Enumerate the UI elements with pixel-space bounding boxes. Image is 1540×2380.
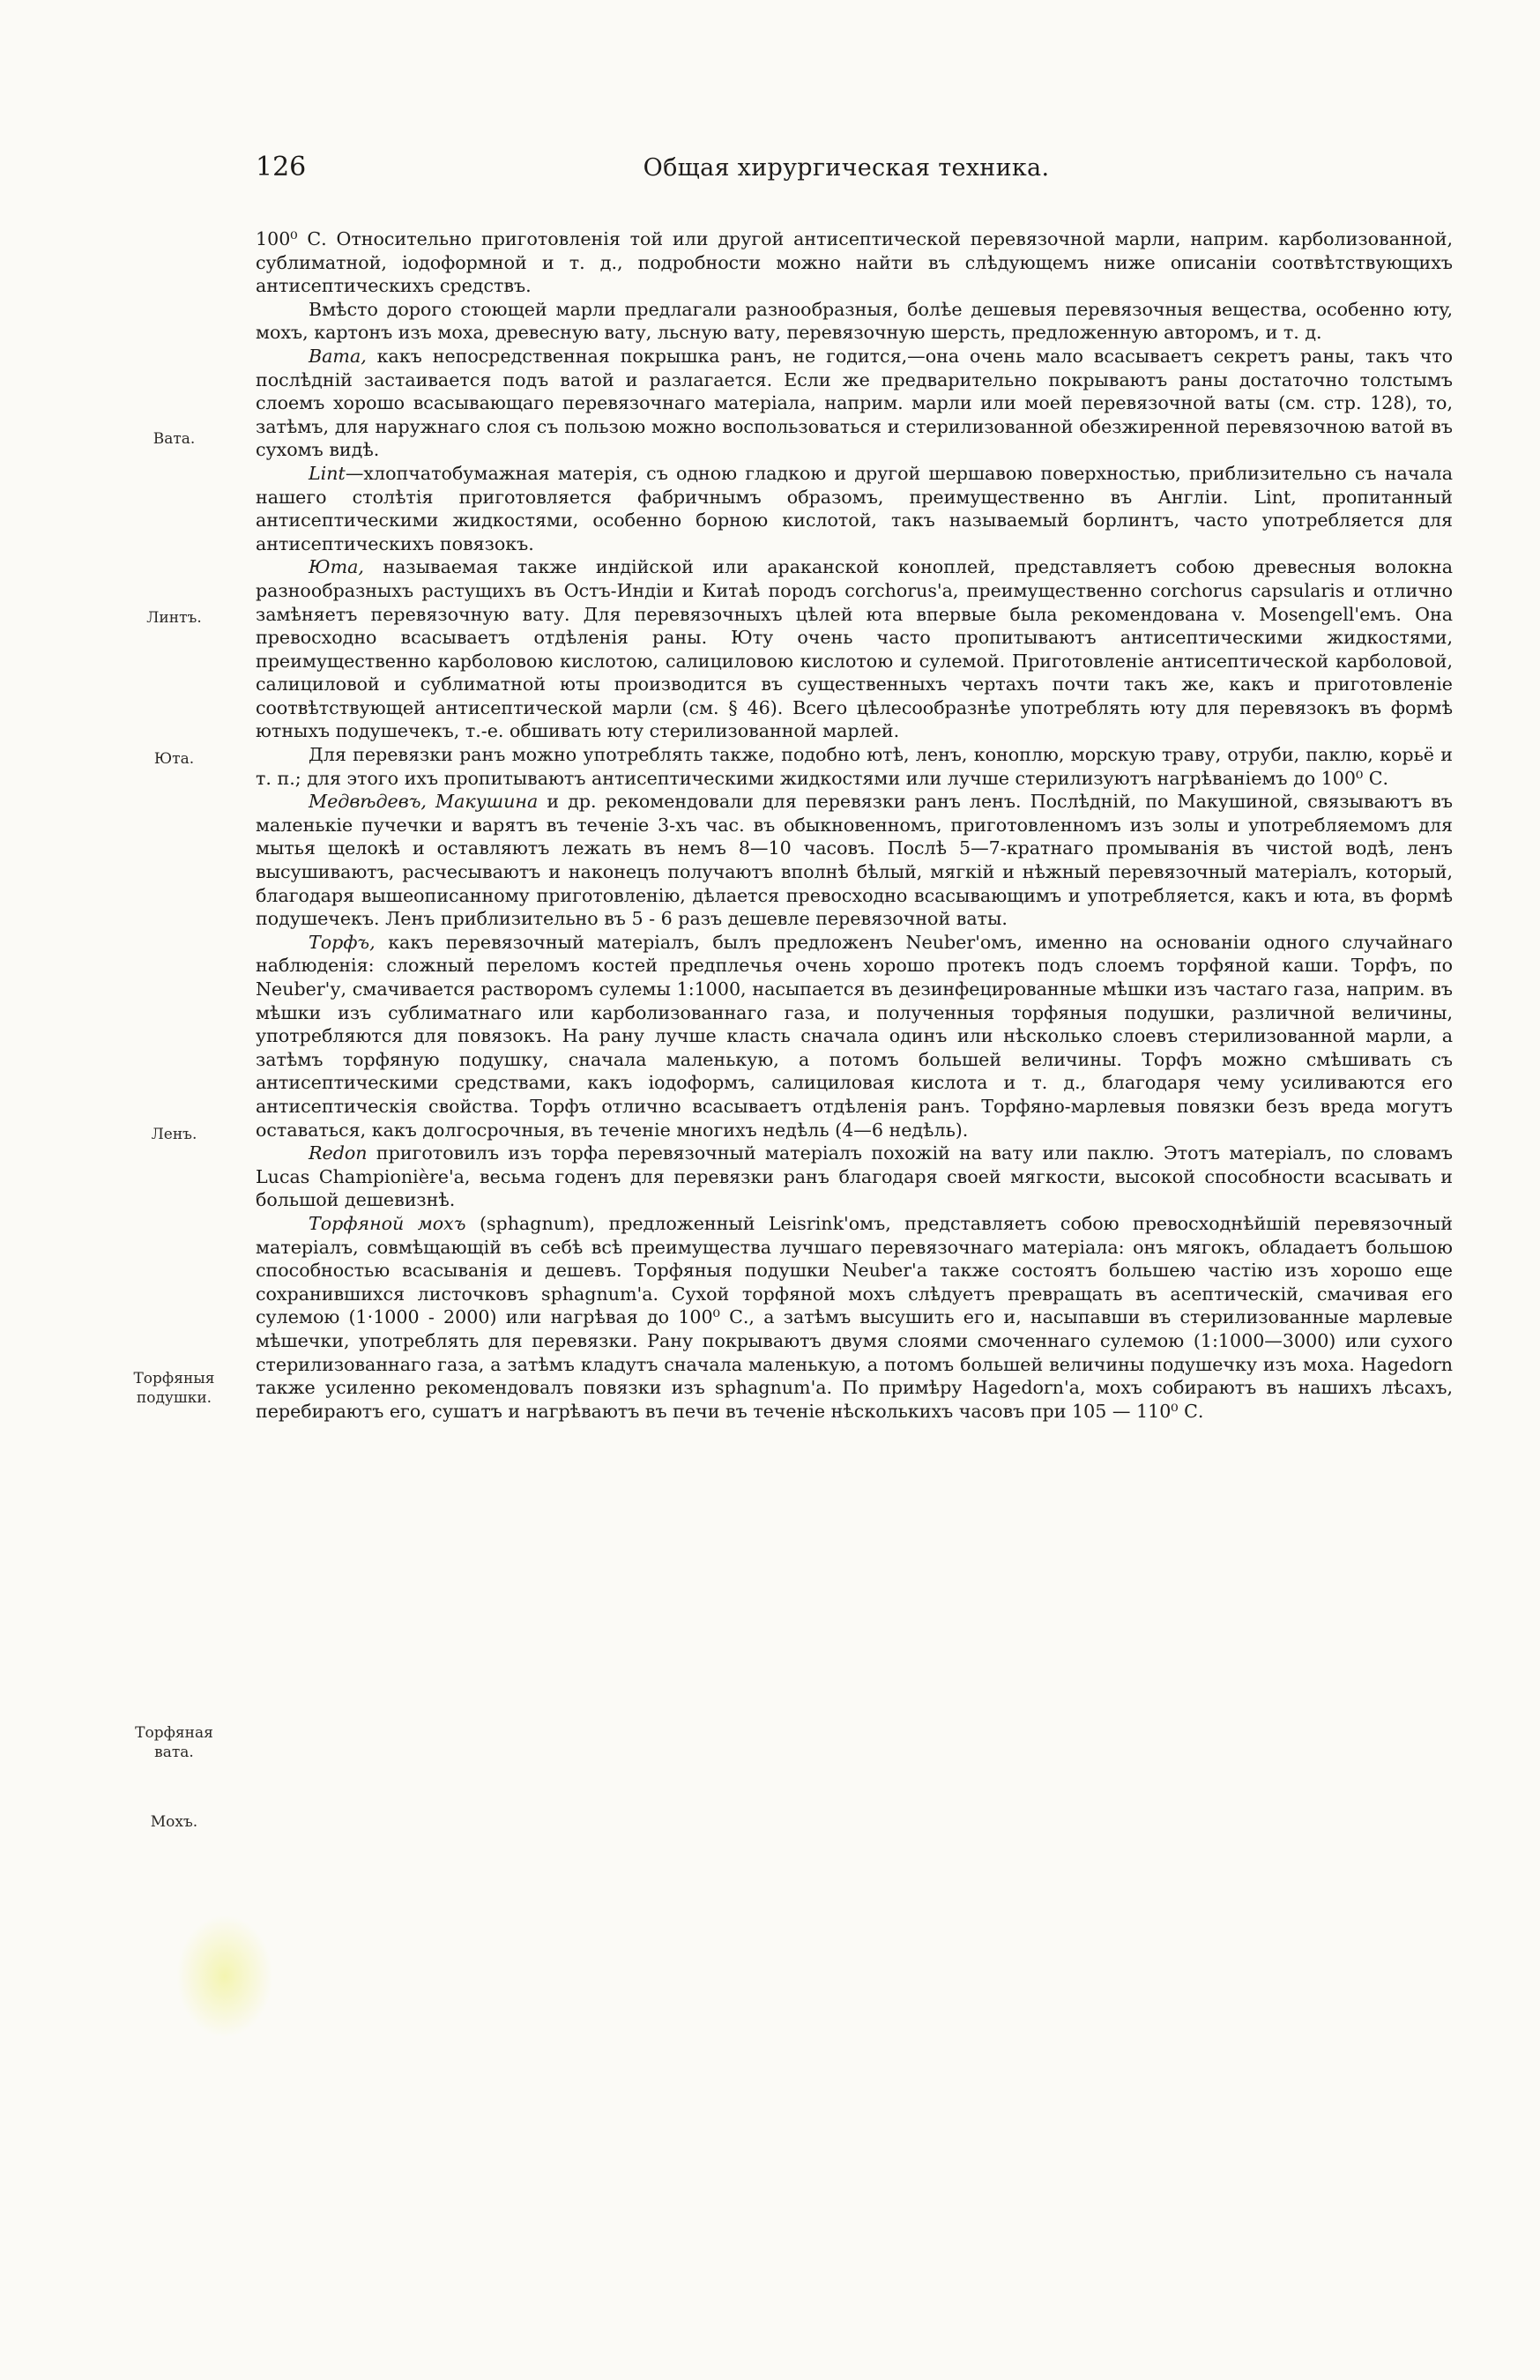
paragraph: Для перевязки ранъ можно употреблять также, подобно ютѣ, ленъ, коноплю, морскую траву, отруби, паклю, корьё и т. п.; для этого ихъ пропитываютъ антисептическими жидкостями или лучше стерилизуютъ нагрѣваніемъ до 100⁰ С. bbox=[256, 744, 1453, 789]
highlighter-mark bbox=[176, 1915, 273, 2038]
margin-note-torf-vata: Торфяная вата. bbox=[135, 1724, 213, 1761]
page-number: 126 bbox=[256, 152, 307, 182]
margin-note-torf-podushki: Торфяныя подушки. bbox=[133, 1370, 215, 1407]
margin-note-vata: Вата. bbox=[153, 430, 196, 448]
margin-note-mokh: Мохъ. bbox=[150, 1813, 198, 1831]
paragraph-len: Медвѣдевъ, Макушина и др. рекомендовали для перевязки ранъ ленъ. Послѣдній, по Макушиной, связываютъ въ маленькіе пучечки и варятъ въ теченіе 3-хъ час. въ обыкновенномъ, приготовленномъ изъ золы и употребляемомъ для мытья щелокѣ и оставляютъ лежать въ немъ 8—10 часовъ. Послѣ 5—7-кратнаго промыванія въ чистой водѣ, ленъ высушиваютъ, расчесываютъ и наконецъ получаютъ вполнѣ бѣлый, мягкій и нѣжный перевязочный матеріалъ, который, благодаря вышеописанному приготовленію, дѣлается превосходно всасывающимъ и употребляется, какъ и юта, въ формѣ подушечекъ. Ленъ приблизительно въ 5 - 6 разъ дешевле перевязочной ваты. bbox=[256, 791, 1453, 930]
running-head: Общая хирургическая техника. bbox=[643, 154, 1050, 182]
paragraph-mokh: Торфяной мохъ (sphagnum), предложенный Leisrink'омъ, представляетъ собою превосходнѣйшій перевязочный матеріалъ, совмѣщающій въ себѣ всѣ преимущества лучшаго перевязочнаго матеріала: онъ мягокъ, обладаетъ большою способностью всасыванія и дешевъ. Торфяныя подушки Neuber'а также состоятъ большею частію изъ хорошо еще сохранившихся листочковъ sphagnum'а. Сухой торфяной мохъ слѣдуетъ превращать въ асептическій, смачивая его сулемою (1·1000 - 2000) или нагрѣвая до 100⁰ С., а затѣмъ высушить его и, насыпавши въ стерилизованные марлевые мѣшечки, употреблять для перевязки. Рану покрываютъ двумя слоями смоченнаго сулемою (1:1000—3000) или сухого стерилизованнаго газа, а затѣмъ кладутъ сначала маленькую, а потомъ большей величины подушечку изъ моха. Hagedorn также усиленно рекомендовалъ повязки изъ sphagnum'а. По примѣру Hagedorn'а, мохъ собираютъ въ нашихъ лѣсахъ, перебираютъ его, сушатъ и нагрѣваютъ въ печи въ теченіе нѣсколькихъ часовъ при 105 — 110⁰ С. bbox=[256, 1212, 1453, 1422]
page-header bbox=[256, 152, 1463, 187]
paragraph-vata: Вата, какъ непосредственная покрышка ранъ, не годится,—она очень мало всасываетъ секретъ раны, такъ что послѣдній застаивается подъ ватой и разлагается. Если же предварительно покрываютъ раны достаточно толстымъ слоемъ хорошо всасывающаго перевязочнаго матеріала, наприм. марли или моей перевязочной ваты (см. стр. 128), то, затѣмъ, для наружнаго слоя съ пользою можно воспользоваться и стерилизованной обезжиренной перевязочною ватой въ сухомъ видѣ. bbox=[256, 345, 1453, 461]
paragraph-torf: Торфъ, какъ перевязочный матеріалъ, былъ предложенъ Neuber'омъ, именно на основаніи одного случайнаго наблюденія: сложный переломъ костей предплечья очень хорошо протекъ подъ слоемъ торфяной каши. Торфъ, по Neuber'у, смачивается растворомъ сулемы 1:1000, насыпается въ дезинфецированные мѣшки изъ частаго газа, наприм. въ мѣшки изъ сублиматнаго или карболизованнаго газа, и полученныя торфяныя подушки, различной величины, употребляются для повязокъ. На рану лучше класть сначала одинъ или нѣсколько слоевъ стерилизованной марли, а затѣмъ торфяную подушку, сначала маленькую, а потомъ большей величины. Торфъ можно смѣшивать съ антисептическими средствами, какъ іодоформъ, салициловая кислота и т. д., благодаря чему усиливаются его антисептическія свойства. Торфъ отлично всасываетъ отдѣленія ранъ. Торфяно-марлевыя повязки безъ вреда могутъ оставаться, какъ долгосрочныя, въ теченіе многихъ недѣль (4—6 недѣль). bbox=[256, 931, 1453, 1141]
paragraph: 100⁰ С. Относительно приготовленія той или другой антисептической перевязочной марли, наприм. карболизованной, сублиматной, іодоформной и т. д., подробности можно найти въ слѣдующемъ ниже описаніи соотвѣтствующихъ антисептическихъ средствъ. bbox=[256, 228, 1453, 297]
paragraph-lint: Lint—хлопчатобумажная матерія, съ одною гладкою и другой шершавою поверхностью, приблизительно съ начала нашего столѣтія приготовляется фабричнымъ образомъ, преимущественно въ Англіи. Lint, пропитанный антисептическими жидкостями, особенно борною кислотой, такъ называемый борлинтъ, часто употребляется для антисептическихъ повязокъ. bbox=[256, 462, 1453, 554]
margin-note-yuta: Юта. bbox=[153, 750, 195, 768]
margin-note-lint: Линтъ. bbox=[146, 609, 202, 627]
paragraph: Вмѣсто дорого стоющей марли предлагали разнообразныя, болѣе дешевыя перевязочныя вещества, особенно ютy, мохъ, картонъ изъ моха, древесную вату, льсную вату, перевязочную шерсть, предложенную авторомъ, и т. д. bbox=[256, 298, 1453, 344]
body-text bbox=[256, 227, 1453, 1423]
paragraph-yuta: Юта, называемая также индійской или араканской коноплей, представляетъ собою древесныя волокна разнообразныхъ растущихъ въ Остъ-Индіи и Китаѣ породъ corchorus'а, преимущественно corchorus capsularis и отлично замѣняетъ перевязочную вату. Для перевязочныхъ цѣлей юта впервые была рекомендована v. Mosengell'емъ. Она превосходно всасываетъ отдѣленія раны. Юту очень часто пропитываютъ антисептическими жидкостями, преимущественно карболовою кислотою, салициловою кислотою и сулемой. Приготовленіе антисептической карболовой, салициловой и сублиматной юты производится въ существенныхъ чертахъ почти такъ же, какъ и приготовленіе соотвѣтствующей антисептической марли (см. § 46). Всего цѣлесообразнѣе употреблять юту для перевязокъ въ формѣ ютныхъ подушечекъ, т.-е. обшивать юту стерилизованной марлей. bbox=[256, 556, 1453, 742]
margin-note-len: Ленъ. bbox=[151, 1126, 197, 1143]
paragraph-torf-vata: Redon приготовилъ изъ торфа перевязочный матеріалъ похожій на вату или паклю. Этотъ матеріалъ, по словамъ Lucas Championière'а, весьма годенъ для перевязки ранъ благодаря своей мягкости, высокой способности всасывать и большой дешевизнѣ. bbox=[256, 1142, 1453, 1211]
